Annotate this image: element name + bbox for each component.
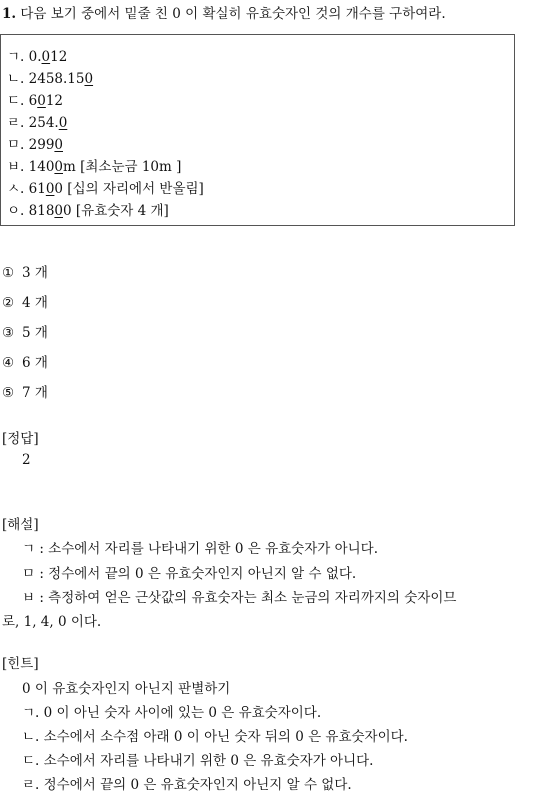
item-marker: ㅅ.	[7, 181, 25, 197]
item-value-pre: 299	[24, 137, 55, 153]
item-underlined-zero: 0	[54, 203, 63, 219]
choice-mark: ④	[2, 355, 15, 371]
choice-text: 6 개	[22, 355, 48, 371]
explanation-line: ㄱ : 소수에서 자리를 나타내기 위한 0 은 유효숫자가 아니다.	[22, 541, 378, 557]
choice-mark: ②	[2, 295, 15, 311]
item-marker: ㄹ.	[7, 115, 25, 131]
item-value-pre: 254.	[24, 115, 59, 131]
choice-text: 7 개	[22, 385, 48, 401]
hint-label: [힌트]	[2, 656, 39, 672]
question	[2, 2, 446, 22]
item-value-post: 0 [십의 자리에서 반올림]	[54, 181, 204, 197]
item-marker: ㄱ.	[7, 49, 25, 65]
item-value-pre: 0.	[24, 49, 42, 65]
explanation-label: [해설]	[2, 517, 39, 533]
item-value-pre: 140	[24, 159, 55, 175]
choice-text: 5 개	[22, 325, 48, 341]
item-value-post: 12	[45, 93, 64, 109]
item-value-pre: 6	[24, 93, 38, 109]
hint-line: ㄱ. 0 이 아닌 숫자 사이에 있는 0 은 유효숫자이다.	[22, 705, 322, 721]
choice-option[interactable]	[2, 261, 48, 281]
choice-option[interactable]	[2, 381, 48, 401]
example-item	[7, 89, 63, 109]
hint-line: ㄹ. 정수에서 끝의 0 은 유효숫자인지 아닌지 알 수 없다.	[22, 777, 352, 793]
item-marker: ㅁ.	[7, 137, 25, 153]
question-number: 1.	[2, 6, 17, 22]
example-item	[7, 177, 204, 197]
item-value-pre: 61	[24, 181, 46, 197]
answer-label: [정답]	[2, 431, 39, 447]
choice-mark: ⑤	[2, 385, 15, 401]
explanation-line: ㅁ : 정수에서 끝의 0 은 유효숫자인지 아닌지 알 수 없다.	[22, 566, 357, 582]
item-value-post: 0 [유효숫자 4 개]	[63, 203, 169, 219]
hint-line: ㄴ. 소수에서 소수점 아래 0 이 아닌 숫자 뒤의 0 은 유효숫자이다.	[22, 729, 408, 745]
item-underlined-zero: 0	[41, 49, 51, 65]
item-marker: ㅂ.	[7, 159, 25, 175]
explanation-line: ㅂ : 측정하여 얻은 근삿값의 유효숫자는 최소 눈금의 자리까지의 숫자이므	[22, 590, 457, 606]
example-item	[7, 199, 169, 219]
choice-text: 4 개	[22, 295, 48, 311]
item-value-pre: 818	[24, 203, 55, 219]
example-item	[7, 133, 63, 153]
example-item	[7, 67, 93, 87]
explanation-line: 로, 1, 4, 0 이다.	[2, 614, 102, 630]
item-underlined-zero: 0	[58, 115, 68, 131]
example-box	[0, 34, 515, 226]
item-marker: ㄴ.	[7, 71, 25, 87]
item-underlined-zero: 0	[45, 181, 55, 197]
item-value-post: 12	[50, 49, 68, 65]
choice-option[interactable]	[2, 321, 48, 341]
item-marker: ㄷ.	[7, 93, 25, 109]
hint-line: ㄷ. 소수에서 자리를 나타내기 위한 0 은 유효숫자가 아니다.	[22, 753, 374, 769]
example-item	[7, 45, 67, 65]
choice-mark: ③	[2, 325, 15, 341]
question-text: 다음 보기 중에서 밑줄 친 0 이 확실히 유효숫자인 것의 개수를 구하여라.	[20, 6, 446, 22]
item-underlined-zero: 0	[54, 159, 63, 175]
answer-value: 2	[22, 452, 31, 468]
item-underlined-zero: 0	[37, 93, 46, 109]
choice-mark: ①	[2, 265, 15, 281]
item-underlined-zero: 0	[84, 71, 94, 87]
example-item	[7, 111, 67, 131]
item-value-pre: 2458.15	[24, 71, 85, 87]
example-item	[7, 155, 181, 175]
item-marker: ㅇ.	[7, 203, 25, 219]
item-underlined-zero: 0	[54, 137, 63, 153]
choice-option[interactable]	[2, 291, 48, 311]
choice-text: 3 개	[22, 265, 48, 281]
item-value-post: m [최소눈금 10m ]	[63, 159, 182, 175]
choice-option[interactable]	[2, 351, 48, 371]
hint-line: 0 이 유효숫자인지 아닌지 판별하기	[22, 681, 231, 697]
